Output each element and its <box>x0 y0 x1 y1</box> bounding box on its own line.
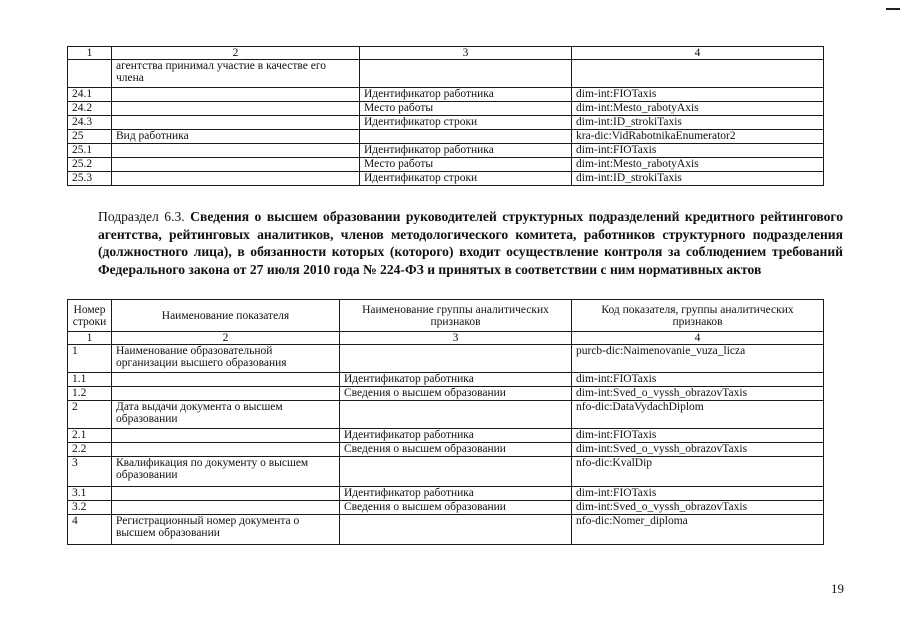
table-row <box>68 443 824 457</box>
indicator-name: Наименование образовательной организации высшего образования <box>112 345 340 373</box>
group-name: Идентификатор строки <box>360 116 572 130</box>
row-number: 2.1 <box>68 429 112 443</box>
indicator-name: Дата выдачи документа о высшем образовании <box>112 401 340 429</box>
indicator-code: dim-int:FIOTaxis <box>572 88 824 102</box>
header-cell: 1 <box>68 47 112 60</box>
indicator-name <box>112 144 360 158</box>
row-number: 3 <box>68 457 112 487</box>
group-name: Место работы <box>360 158 572 172</box>
row-number: 1.1 <box>68 373 112 387</box>
row-number: 1 <box>68 345 112 373</box>
indicator-code <box>572 60 824 88</box>
group-name: Сведения о высшем образовании <box>340 387 572 401</box>
table-row <box>68 345 824 373</box>
indicator-name <box>112 387 340 401</box>
indicator-code: dim-int:FIOTaxis <box>572 373 824 387</box>
row-number: 3.1 <box>68 487 112 501</box>
group-name: Идентификатор работника <box>340 487 572 501</box>
indicator-code: dim-int:Sved_o_vyssh_obrazovTaxis <box>572 443 824 457</box>
indicator-code: dim-int:Sved_o_vyssh_obrazovTaxis <box>572 387 824 401</box>
indicator-name <box>112 102 360 116</box>
indicator-name <box>112 116 360 130</box>
table-row <box>68 457 824 487</box>
indicator-code: dim-int:Mesto_rabotyAxis <box>572 102 824 116</box>
indicator-name: Вид работника <box>112 130 360 144</box>
table-row <box>68 158 824 172</box>
indicator-code: dim-int:ID_strokiTaxis <box>572 172 824 186</box>
group-name: Сведения о высшем образовании <box>340 443 572 457</box>
group-name: Идентификатор работника <box>360 88 572 102</box>
table-row <box>68 429 824 443</box>
indicator-code: dim-int:FIOTaxis <box>572 487 824 501</box>
table-row <box>68 387 824 401</box>
row-number: 2 <box>68 401 112 429</box>
indicator-name: агентства принимал участие в качестве его члена <box>112 60 360 88</box>
column-number: 1 <box>68 332 112 345</box>
table-header-row <box>68 300 824 332</box>
indicator-code: nfo-dic:DataVydachDiplom <box>572 401 824 429</box>
row-number: 24.1 <box>68 88 112 102</box>
group-name: Идентификатор строки <box>360 172 572 186</box>
table-row <box>68 501 824 515</box>
group-name: Место работы <box>360 102 572 116</box>
group-name: Сведения о высшем образовании <box>340 501 572 515</box>
group-name <box>340 345 572 373</box>
indicator-name <box>112 88 360 102</box>
header-indicator-name: Наименование показателя <box>112 300 340 332</box>
subsection-title: Сведения о высшем образовании руководителей структурных подразделений кредитного рейтингового агентства, рейтинговых аналитиков, членов методологического комитета, работников структурного подразделения (должностного лица), в обязанности которых (которого) входит осуществление контроля за соблюдением требований Федерального закона от 27 июля 2010 года № 224-ФЗ и принятых в соответствии с ним нормативных актов <box>98 209 843 277</box>
group-name: Идентификатор работника <box>340 429 572 443</box>
header-indicator-code: Код показателя, группы аналитических признаков <box>572 300 824 332</box>
table-row <box>68 102 824 116</box>
higher-education-table <box>67 299 824 545</box>
table-row <box>68 373 824 387</box>
group-name <box>360 130 572 144</box>
group-name: Идентификатор работника <box>360 144 572 158</box>
table-header-row <box>68 47 824 60</box>
row-number <box>68 60 112 88</box>
indicator-code: nfo-dic:KvalDip <box>572 457 824 487</box>
indicator-name <box>112 429 340 443</box>
indicator-code: purcb-dic:Naimenovanie_vuza_licza <box>572 345 824 373</box>
table-row <box>68 172 824 186</box>
row-number: 4 <box>68 515 112 545</box>
header-group-name: Наименование группы аналитических признаков <box>340 300 572 332</box>
table-row <box>68 144 824 158</box>
row-number: 24.3 <box>68 116 112 130</box>
group-name <box>340 515 572 545</box>
indicator-code: dim-int:FIOTaxis <box>572 144 824 158</box>
row-number: 25 <box>68 130 112 144</box>
row-number: 25.3 <box>68 172 112 186</box>
group-name <box>340 401 572 429</box>
row-number: 3.2 <box>68 501 112 515</box>
indicator-code: dim-int:Mesto_rabotyAxis <box>572 158 824 172</box>
group-name <box>340 457 572 487</box>
indicator-name <box>112 501 340 515</box>
indicator-code: kra-dic:VidRabotnikaEnumerator2 <box>572 130 824 144</box>
table-row <box>68 130 824 144</box>
row-number: 25.2 <box>68 158 112 172</box>
header-cell: 3 <box>360 47 572 60</box>
indicator-name <box>112 487 340 501</box>
column-number-row <box>68 332 824 345</box>
indicator-code: dim-int:ID_strokiTaxis <box>572 116 824 130</box>
indicator-name <box>112 172 360 186</box>
corner-scan-mark <box>886 8 900 10</box>
table-row <box>68 116 824 130</box>
page-number: 19 <box>831 581 844 596</box>
group-name: Идентификатор работника <box>340 373 572 387</box>
subsection-number: Подраздел 6.3. <box>98 209 185 224</box>
table-row <box>68 401 824 429</box>
subsection-heading <box>98 208 843 278</box>
indicator-code: dim-int:Sved_o_vyssh_obrazovTaxis <box>572 501 824 515</box>
row-number: 1.2 <box>68 387 112 401</box>
column-number: 3 <box>340 332 572 345</box>
header-cell: 4 <box>572 47 824 60</box>
column-number: 4 <box>572 332 824 345</box>
row-number: 2.2 <box>68 443 112 457</box>
group-name <box>360 60 572 88</box>
table-row <box>68 60 824 88</box>
table-row <box>68 88 824 102</box>
continued-indicator-table <box>67 46 824 186</box>
indicator-name <box>112 443 340 457</box>
header-row-number: Номер строки <box>68 300 112 332</box>
row-number: 25.1 <box>68 144 112 158</box>
indicator-name: Регистрационный номер документа о высшем образовании <box>112 515 340 545</box>
indicator-code: dim-int:FIOTaxis <box>572 429 824 443</box>
header-cell: 2 <box>112 47 360 60</box>
indicator-code: nfo-dic:Nomer_diploma <box>572 515 824 545</box>
table-row <box>68 487 824 501</box>
table-row <box>68 515 824 545</box>
indicator-name <box>112 158 360 172</box>
row-number: 24.2 <box>68 102 112 116</box>
column-number: 2 <box>112 332 340 345</box>
indicator-name: Квалификация по документу о высшем образовании <box>112 457 340 487</box>
indicator-name <box>112 373 340 387</box>
